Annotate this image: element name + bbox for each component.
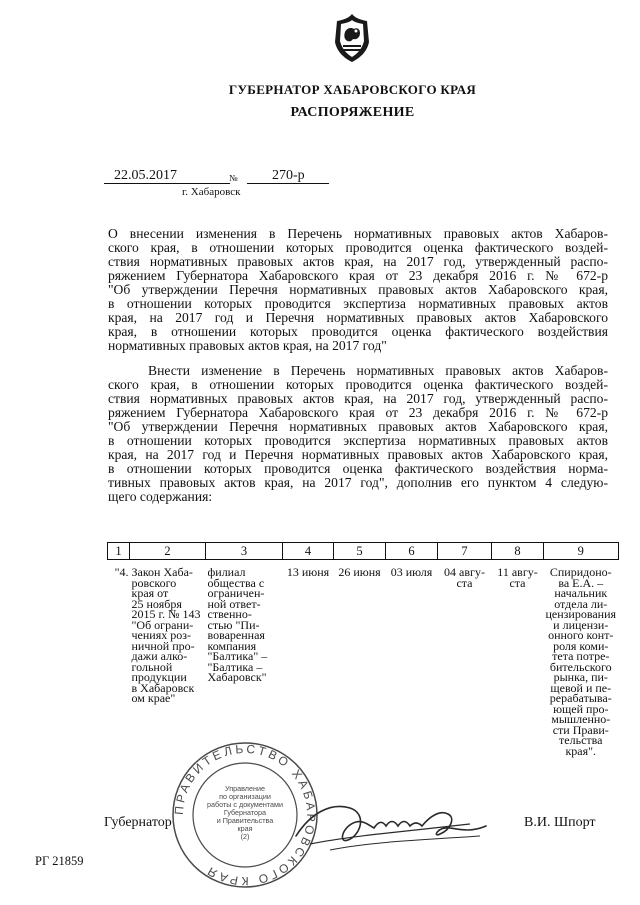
cell-line: "Балтика" – <box>207 649 268 663</box>
subject-line: ряжением Губернатора Хабаровского края от 23 декабря 2016 г. № 672-р <box>108 268 608 283</box>
cell-line: ом крае" <box>131 691 176 705</box>
column-header: 2 <box>130 543 206 560</box>
cell-line: ственно- <box>207 607 252 621</box>
column-header: 8 <box>492 543 544 560</box>
table-row <box>108 560 619 758</box>
cell-line: ограничен- <box>207 586 265 600</box>
cell-responsible <box>544 560 619 758</box>
column-header: 9 <box>544 543 619 560</box>
cell-date: 26 июня <box>338 565 381 579</box>
cell-line: бительского <box>549 659 612 674</box>
svg-text:работы с документами: работы с документами <box>207 800 283 809</box>
doc-city: г. Хабаровск <box>182 186 241 198</box>
subject-line: в отношении которых проводится экспертиза нормативных правовых актов <box>108 296 608 311</box>
cell-line: рынка, пи- <box>553 670 608 684</box>
cell-date <box>492 560 544 758</box>
column-header: 7 <box>438 543 492 560</box>
registration-number: РГ 21859 <box>35 854 84 868</box>
cell-line: Спиридоно- <box>549 565 612 579</box>
doc-date: 22.05.2017 <box>114 168 177 183</box>
cell-line: воваренная <box>207 628 265 642</box>
cell-line: края от <box>131 586 169 600</box>
cell-line: начальник <box>554 586 608 600</box>
cell-line: дажи алко- <box>131 649 188 663</box>
body-line: Внести изменение в Перечень нормативных правовых актов Хабаров- <box>148 363 608 378</box>
body-line: ряжением Губернатора Хабаровского края от 23 декабря 2016 г. № 672-р <box>108 405 608 420</box>
cell-line: и лицензи- <box>553 617 609 632</box>
cell-line: продукции <box>131 670 187 684</box>
column-header: 3 <box>206 543 283 560</box>
svg-text:(2): (2) <box>240 832 250 841</box>
doc-number: 270-р <box>272 168 305 183</box>
svg-text:края: края <box>237 824 253 833</box>
cell-line: в Хабаровск <box>131 680 195 695</box>
cell-line: роля коми- <box>553 638 609 653</box>
cell-line: филиал <box>207 565 246 579</box>
body-line: щего содержания: <box>108 489 213 504</box>
cell-line: 11 авгу- <box>497 565 538 579</box>
doc-subject <box>108 227 608 353</box>
cell-line: рерабатыва- <box>549 691 612 705</box>
cell-line: края". <box>565 743 597 758</box>
cell-line: щевой и пе- <box>550 680 612 695</box>
cell-line: ной ответ- <box>207 596 261 611</box>
cell-line: "Об ограни- <box>131 617 194 632</box>
cell-organization <box>206 560 283 758</box>
cell-line: чениях роз- <box>131 628 191 642</box>
body-line: края, на 2017 год и Перечня нормативных правовых актов Хабаровского края, <box>108 447 608 462</box>
signer-name: В.И. Шпорт <box>524 815 596 830</box>
subject-line: "Об утверждении Перечня нормативных правовых актов Хабаровского края, <box>108 282 608 297</box>
svg-text:по организации: по организации <box>219 792 271 801</box>
cell-line: онного конт- <box>548 628 614 642</box>
cell-line: ничной про- <box>131 638 195 653</box>
cell-line: сти Прави- <box>552 722 609 737</box>
amendment-table <box>107 542 619 757</box>
cell-line: 04 авгу- <box>444 565 485 579</box>
cell-date: 03 июля <box>390 565 433 579</box>
cell-line: ста <box>509 575 526 590</box>
svg-text:ПРАВИТЕЛЬСТВО ХАБАРОВСКОГО КРА: ПРАВИТЕЛЬСТВО ХАБАРОВСКОГО КРАЯ <box>171 741 319 889</box>
table-header-row <box>108 543 619 560</box>
column-header: 1 <box>108 543 130 560</box>
doc-type-title: РАСПОРЯЖЕНИЕ <box>290 105 415 120</box>
number-underline <box>247 183 329 184</box>
subject-line: ствия нормативных правовых актов края, на 2017 год, утвержденный распо- <box>108 254 608 269</box>
subject-line: края, на 2017 год и Перечня нормативных правовых актов Хабаровского <box>108 310 608 325</box>
cell-item-number: "4. <box>114 565 129 579</box>
date-underline <box>104 183 230 184</box>
cell-legal-act <box>130 560 206 758</box>
svg-text:Управление: Управление <box>225 784 265 793</box>
subject-line: ского края, в отношении которых проводится оценка фактического воздей- <box>108 240 608 255</box>
body-line: в отношении которых проводится экспертиза нормативных правовых актов <box>108 433 608 448</box>
cell-line: мышленно- <box>551 712 611 726</box>
cell-line: стью "Пи- <box>207 617 260 632</box>
svg-text:и Правительства: и Правительства <box>216 816 274 825</box>
body-line: в отношении которых проводится оценка фактического воздействия норма- <box>108 461 608 476</box>
cell-line: ста <box>456 575 473 590</box>
cell-line: ющей про- <box>553 701 609 716</box>
cell-line: "Балтика – <box>207 659 263 674</box>
cell-line: гольной <box>131 659 173 674</box>
cell-line: отдела ли- <box>554 596 608 611</box>
body-line: ствия нормативных правовых актов края, на 2017 год, утвержденный распо- <box>108 391 608 406</box>
cell-line: Закон Хаба- <box>131 565 193 579</box>
cell-line: тета потре- <box>552 649 610 663</box>
number-sign: № <box>229 173 238 183</box>
body-line: тивных правовых актов края, на 2017 год", дополнив его пунктом 4 следую- <box>108 475 608 490</box>
cell-line: компания <box>207 638 257 653</box>
cell-date: 13 июня <box>286 565 330 579</box>
svg-text:Губернатора: Губернатора <box>223 808 267 817</box>
body-line: ского края, в отношении которых проводится оценка фактического воздей- <box>108 377 608 392</box>
subject-line: О внесении изменения в Перечень нормативных правовых актов Хабаров- <box>108 226 608 241</box>
handwritten-signature-icon <box>290 796 490 856</box>
cell-line: ровского <box>131 575 177 590</box>
body-line: "Об утверждении Перечня нормативных правовых актов Хабаровского края, <box>108 419 608 434</box>
coat-of-arms-icon <box>329 12 375 64</box>
signer-role: Губернатор <box>104 815 172 830</box>
subject-line: нормативных правовых актов края, на 2017 год" <box>108 338 387 353</box>
cell-line: общества с <box>207 575 265 590</box>
cell-line: 2015 г. № 143 <box>131 607 201 621</box>
cell-line: ва Е.А. – <box>558 575 604 590</box>
doc-body <box>108 364 608 504</box>
cell-line: 25 ноября <box>131 596 182 611</box>
cell-date <box>438 560 492 758</box>
subject-line: края, в отношении которых проводится оценка фактического воздействия <box>108 324 608 339</box>
cell-line: тельства <box>559 733 603 747</box>
column-header: 4 <box>283 543 334 560</box>
cell-line: Хабаровск" <box>207 670 267 684</box>
cell-line: цензирования <box>545 607 617 621</box>
column-header: 6 <box>386 543 438 560</box>
org-title: ГУБЕРНАТОР ХАБАРОВСКОГО КРАЯ <box>228 82 477 97</box>
column-header: 5 <box>334 543 386 560</box>
